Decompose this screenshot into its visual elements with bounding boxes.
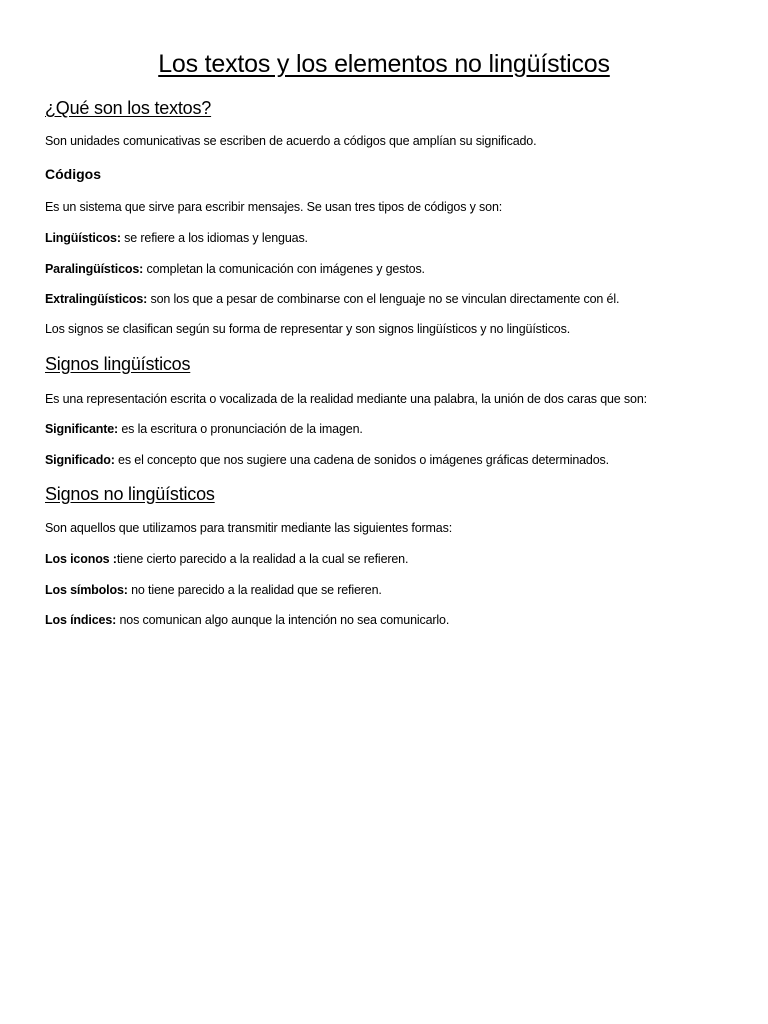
nonlinguistic-item-symbols xyxy=(45,581,382,599)
code-item-linguistic xyxy=(45,229,308,247)
linguistic-term: Significante: xyxy=(45,422,119,436)
nonlinguistic-term: Los índices: xyxy=(45,613,117,627)
code-text: se refiere a los idiomas y lenguas. xyxy=(120,231,308,245)
code-term: Lingüísticos: xyxy=(45,231,121,245)
code-term: Paralingüísticos: xyxy=(45,262,144,276)
linguistic-signs-intro: Es una representación escrita o vocalizada de la realidad mediante una palabra, la unión de dos caras que son: xyxy=(45,392,647,406)
linguistic-item-signifier xyxy=(45,420,363,438)
code-text: son los que a pesar de combinarse con el lenguaje no se vinculan directamente con él. xyxy=(147,292,620,306)
linguistic-item-signified xyxy=(45,451,609,469)
nonlinguistic-text: nos comunican algo aunque la intención no sea comunicarlo. xyxy=(116,613,450,627)
code-item-extralinguistic xyxy=(45,290,619,308)
nonlinguistic-term: Los símbolos: xyxy=(45,583,128,597)
section-heading-what-are-texts: ¿Qué son los textos? xyxy=(45,98,212,118)
linguistic-term: Significado: xyxy=(45,453,115,467)
signs-classification: Los signos se clasifican según su forma de representar y son signos lingüísticos y no lingüísticos. xyxy=(45,322,571,336)
nonlinguistic-text: no tiene parecido a la realidad que se refieren. xyxy=(127,583,382,597)
section-heading-codes: Códigos xyxy=(45,166,101,182)
nonlinguistic-item-icons xyxy=(45,550,408,568)
code-text: completan la comunicación con imágenes y gestos. xyxy=(143,262,425,276)
section-heading-linguistic-signs: Signos lingüísticos xyxy=(45,354,191,374)
nonlinguistic-item-indices xyxy=(45,611,449,629)
texts-definition: Son unidades comunicativas se escriben de acuerdo a códigos que amplían su significado. xyxy=(45,134,537,148)
nonlinguistic-text: tiene cierto parecido a la realidad a la cual se refieren. xyxy=(116,552,409,566)
document-title: Los textos y los elementos no lingüísticos xyxy=(158,50,610,78)
code-term: Extralingüísticos: xyxy=(45,292,148,306)
codes-intro: Es un sistema que sirve para escribir mensajes. Se usan tres tipos de códigos y son: xyxy=(45,200,503,214)
nonlinguistic-signs-intro: Son aquellos que utilizamos para transmitir mediante las siguientes formas: xyxy=(45,521,453,535)
nonlinguistic-term: Los iconos : xyxy=(45,552,117,566)
section-heading-nonlinguistic-signs: Signos no lingüísticos xyxy=(45,484,215,504)
linguistic-text: es el concepto que nos sugiere una cadena de sonidos o imágenes gráficas determinados. xyxy=(114,453,609,467)
linguistic-text: es la escritura o pronunciación de la imagen. xyxy=(118,422,363,436)
code-item-paralinguistic xyxy=(45,260,425,278)
